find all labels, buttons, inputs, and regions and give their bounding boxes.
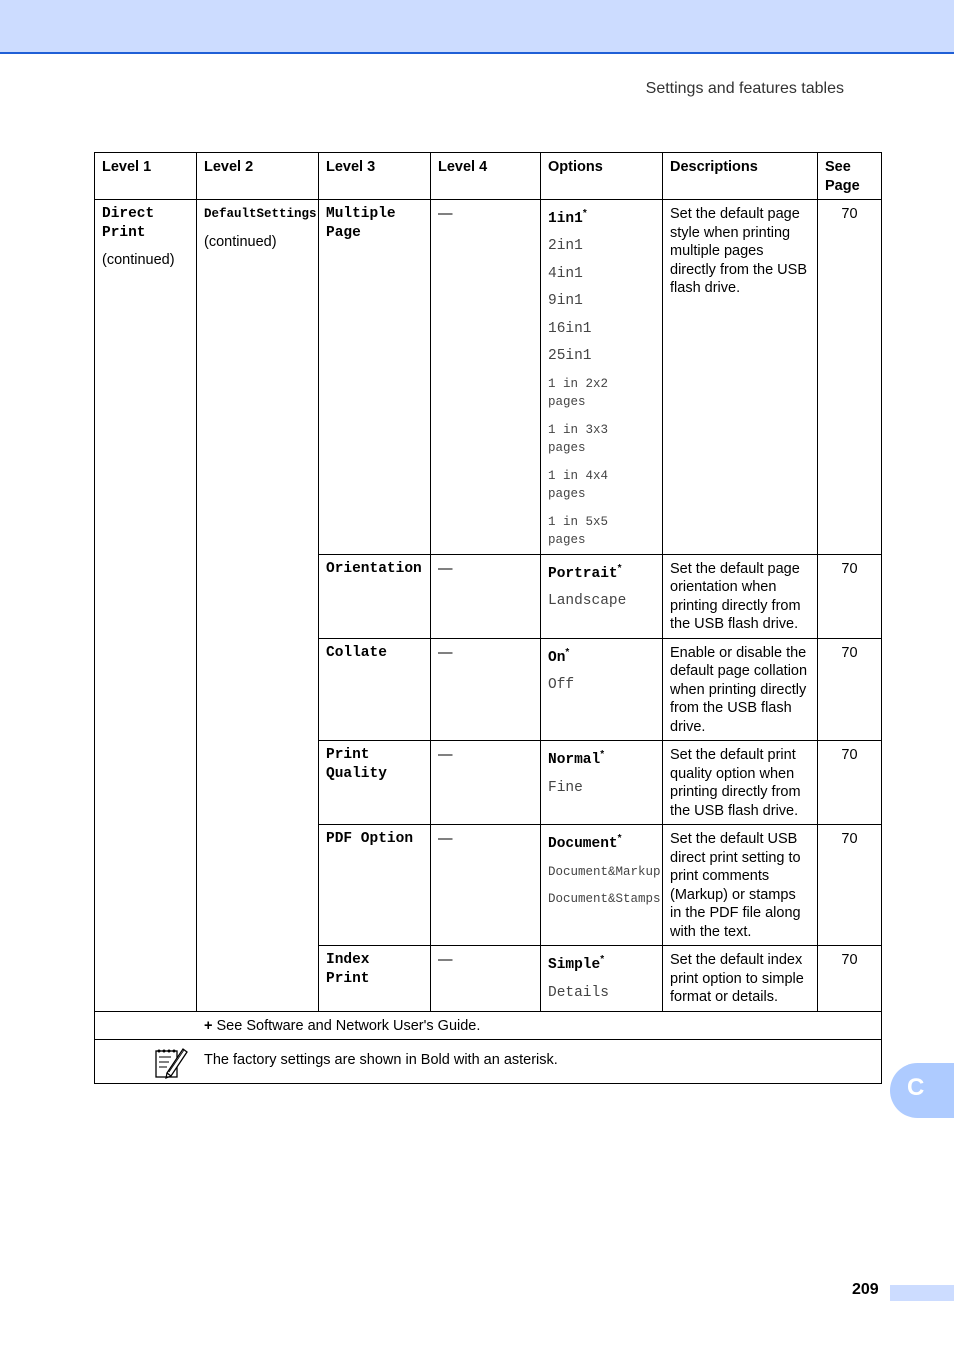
description-cell: Set the default page orientation when printing directly from the USB flash drive. <box>663 554 818 638</box>
description-cell: Set the default index print option to simple format or details. <box>663 946 818 1012</box>
level3-cell <box>319 638 431 741</box>
asterisk: * <box>600 749 605 761</box>
asterisk: * <box>565 646 570 658</box>
header-level4: Level 4 <box>431 153 541 200</box>
see-page-cell: 70 <box>818 825 882 946</box>
level3-label: Index Print <box>326 952 370 987</box>
level4-cell: — <box>431 200 541 555</box>
default-option: Normal <box>548 752 601 769</box>
see-page-cell: 70 <box>818 638 882 741</box>
asterisk: * <box>600 954 605 966</box>
header-level2: Level 2 <box>197 153 319 200</box>
default-option: On <box>548 649 566 666</box>
header-see-page: See Page <box>818 153 882 200</box>
option-value: 16in1 <box>548 320 592 337</box>
option-value: 25in1 <box>548 348 592 365</box>
level3-label: Collate <box>326 644 387 661</box>
footnote-text: See Software and Network User's Guide. <box>216 1017 481 1034</box>
option-value: Document&Stamps <box>548 892 661 907</box>
level3-cell <box>319 200 431 555</box>
default-option: 1in1 <box>548 210 583 227</box>
description-cell: Set the default page style when printing multiple pages directly from the USB flash drive. <box>663 200 818 555</box>
level3-cell <box>319 946 431 1012</box>
level1-cell <box>95 200 197 1012</box>
option-value: Fine <box>548 779 583 796</box>
see-page-cell: 70 <box>818 554 882 638</box>
settings-table <box>94 152 882 1084</box>
chapter-tab <box>890 1063 954 1118</box>
level4-cell: — <box>431 741 541 825</box>
level1-note: (continued) <box>102 252 175 268</box>
option-value: Landscape <box>548 593 627 610</box>
option-value: Details <box>548 984 609 1001</box>
running-header: Settings and features tables <box>645 80 844 97</box>
chapter-tab-letter: C <box>907 1074 925 1101</box>
default-option: Simple <box>548 957 601 974</box>
level2-note: (continued) <box>204 233 277 250</box>
option-value: 1 in 2x2 pages <box>548 376 609 410</box>
asterisk: * <box>617 833 622 845</box>
level4-cell: — <box>431 638 541 741</box>
options-cell <box>541 825 663 946</box>
asterisk: * <box>617 562 622 574</box>
level3-label: PDF Option <box>326 831 414 848</box>
option-value: Document&Markup <box>548 864 661 879</box>
option-value: 2in1 <box>548 238 583 255</box>
note-pencil-icon <box>153 1046 189 1080</box>
level3-cell <box>319 825 431 946</box>
options-cell <box>541 638 663 741</box>
level3-label: Print Quality <box>326 747 387 782</box>
level4-cell: — <box>431 554 541 638</box>
level2-label: DefaultSettings <box>204 207 317 221</box>
see-page-cell: 70 <box>818 741 882 825</box>
level3-cell <box>319 741 431 825</box>
options-cell <box>541 200 663 555</box>
description-cell: Enable or disable the default page collation when printing directly from the USB flash drive. <box>663 638 818 741</box>
asterisk: * <box>582 208 587 219</box>
table-row <box>95 200 882 555</box>
option-value: 1 in 5x5 pages <box>548 514 609 548</box>
header-descriptions: Descriptions <box>663 153 818 200</box>
level2-cell <box>197 200 319 1012</box>
page-number: 209 <box>852 1281 879 1298</box>
note-text: The factory settings are shown in Bold with an asterisk. <box>204 1052 558 1069</box>
option-value: 1 in 4x4 pages <box>548 468 609 502</box>
options-cell <box>541 741 663 825</box>
options-cell <box>541 554 663 638</box>
footnote-row <box>95 1011 882 1040</box>
option-value: 4in1 <box>548 265 583 282</box>
level3-cell <box>319 554 431 638</box>
description-cell: Set the default USB direct print setting to print comments (Markup) or stamps in the PDF file along with the text. <box>663 825 818 946</box>
header-options: Options <box>541 153 663 200</box>
footnote-symbol: + <box>204 1017 213 1034</box>
note-row <box>95 1040 882 1084</box>
options-cell <box>541 946 663 1012</box>
option-value: Off <box>548 677 575 694</box>
level3-label: Multiple Page <box>326 206 396 241</box>
level4-cell: — <box>431 946 541 1012</box>
top-color-band <box>0 0 954 54</box>
level4-cell: — <box>431 825 541 946</box>
default-option: Portrait <box>548 565 618 582</box>
default-option: Document <box>548 836 618 853</box>
description-cell: Set the default print quality option when printing directly from the USB flash drive. <box>663 741 818 825</box>
level3-label: Orientation <box>326 560 422 577</box>
see-page-cell: 70 <box>818 946 882 1012</box>
option-value: 1 in 3x3 pages <box>548 422 609 456</box>
page-number-bar <box>890 1285 954 1301</box>
level1-label: Direct Print <box>102 206 155 241</box>
table-header-row <box>95 153 882 200</box>
header-level1: Level 1 <box>95 153 197 200</box>
see-page-cell: 70 <box>818 200 882 555</box>
option-value: 9in1 <box>548 293 583 310</box>
header-level3: Level 3 <box>319 153 431 200</box>
